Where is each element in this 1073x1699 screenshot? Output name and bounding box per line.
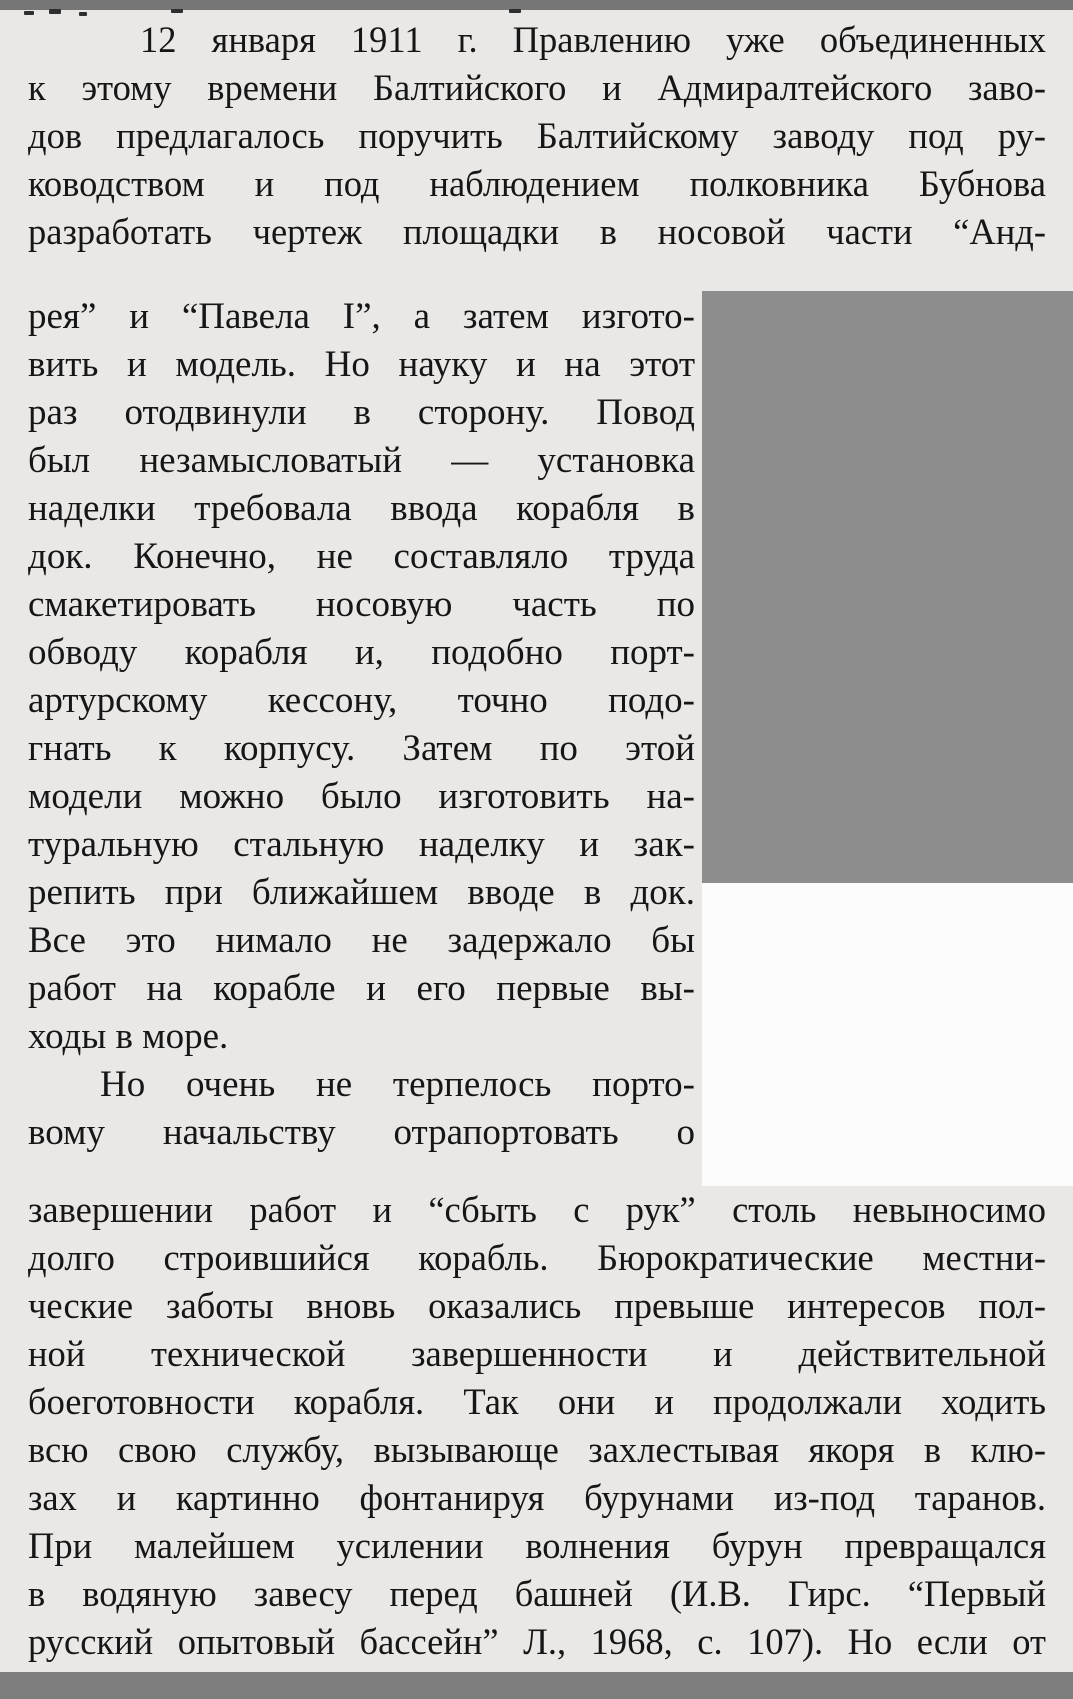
text-line: вому начальству отрапортовать о	[28, 1112, 695, 1153]
figure-placeholder	[702, 291, 1073, 883]
text-line: завершении работ и “сбыть с рук” столь невыносимо	[28, 1189, 1046, 1230]
text-line: Все это нимало не задержало бы	[28, 920, 695, 961]
text-line: ческие заботы вновь оказались превыше интересов пол-	[28, 1285, 1046, 1326]
scan-artifact	[171, 9, 183, 13]
top-paragraph	[28, 16, 1046, 256]
text-line: туральную стальную наделку и зак-	[28, 824, 695, 865]
text-line: долго строившийся корабль. Бюрократические местни-	[28, 1237, 1046, 1278]
text-line: наделки требовала ввода корабля в	[28, 488, 695, 529]
text-line: разработать чертеж площадки в носовой части “Анд-	[28, 211, 1046, 252]
text-line: вить и модель. Но науку и на этот	[28, 344, 695, 385]
text-line: гнать к корпусу. Затем по этой	[28, 728, 695, 769]
text-line: ной технической завершенности и действительной	[28, 1333, 1046, 1374]
text-line: обводу корабля и, подобно порт-	[28, 632, 695, 673]
text-line: артурскому кессону, точно подо-	[28, 680, 695, 721]
text-line: всю свою службу, вызывающе захлестывая якоря в клю-	[28, 1429, 1046, 1470]
text-line: рея” и “Павела I”, а затем изгото-	[28, 296, 695, 337]
text-line: модели можно было изготовить на-	[28, 776, 695, 817]
text-line: к этому времени Балтийского и Адмиралтейского заво-	[28, 67, 1046, 108]
scan-artifact	[49, 9, 61, 14]
text-line: дов предлагалось поручить Балтийскому заводу под ру-	[28, 115, 1046, 156]
text-line: ководством и под наблюдением полковника Бубнова	[28, 163, 1046, 204]
scan-edge-bar-bottom	[0, 1672, 1073, 1699]
text-line: Но очень не терпелось порто-	[100, 1064, 695, 1105]
scan-artifact	[24, 11, 34, 15]
text-line: 12 января 1911 г. Правлению уже объединенных	[140, 19, 1046, 60]
bottom-paragraph	[28, 1186, 1046, 1666]
text-line: был незамысловатый — установка	[28, 440, 695, 481]
text-line: в водяную завесу перед башней (И.В. Гирс. “Первый	[28, 1573, 1046, 1614]
white-patch	[702, 883, 1073, 1186]
text-line: репить при ближайшем вводе в док.	[28, 872, 695, 913]
text-line: смакетировать носовую часть по	[28, 584, 695, 625]
text-line: работ на корабле и его первые вы-	[28, 968, 695, 1009]
text-line: боеготовности корабля. Так они и продолжали ходить	[28, 1381, 1046, 1422]
text-line: раз отодвинули в сторону. Повод	[28, 392, 695, 433]
text-line: док. Конечно, не составляло труда	[28, 536, 695, 577]
text-line: ходы в море.	[28, 1016, 229, 1057]
scan-artifact	[509, 9, 521, 13]
left-column-paragraph	[28, 293, 695, 1157]
scan-edge-bar-top	[0, 0, 1073, 10]
text-line: При малейшем усилении волнения бурун превращался	[28, 1525, 1046, 1566]
text-line: русский опытовый бассейн” Л., 1968, с. 107). Но если от	[28, 1621, 1046, 1662]
text-line: зах и картинно фонтанируя бурунами из-под таранов.	[28, 1477, 1046, 1518]
